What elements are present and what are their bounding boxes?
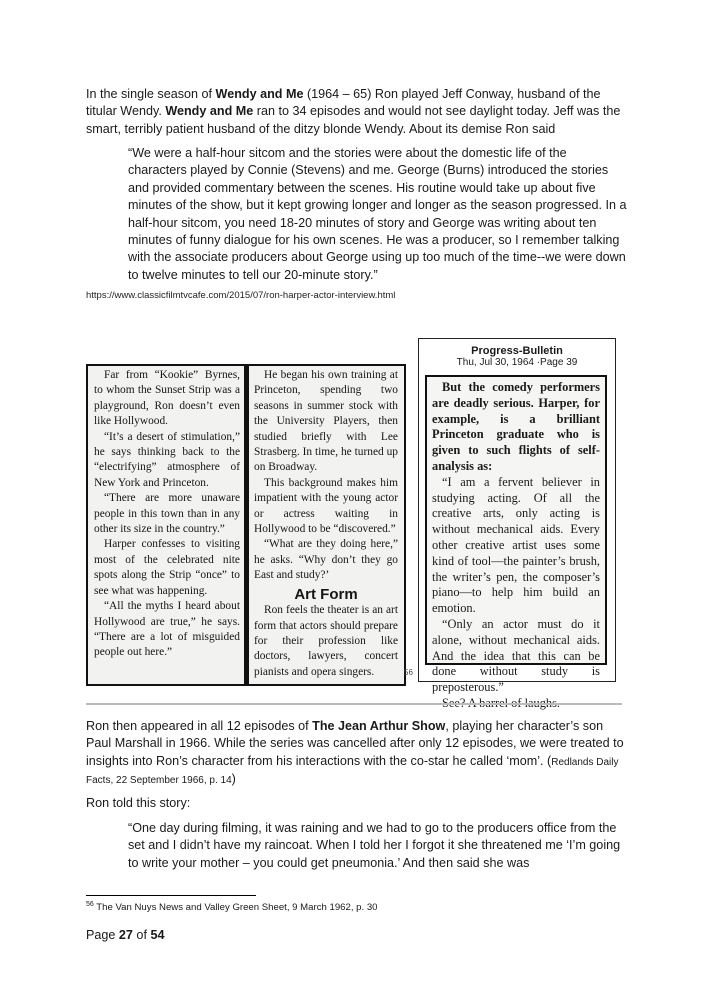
block-quote: “One day during filming, it was raining and we had to go to the producers office from the set and I didn’t have my raincoat. When I told her I forgot it she threatened me ‘I’m going to write your mother – you could get pneumonia.’ And then said she was — [128, 821, 621, 870]
footnote-marker: 56 — [404, 668, 413, 677]
clipping-paragraph: But the comedy performers are deadly serious. Harper, for example, is a brilliant Princeton graduate who is given to such flights of self-analysis as: — [432, 380, 600, 473]
newspaper-clipping — [86, 364, 406, 686]
clipping-paragraph: Harper confesses to visiting most of the celebrated nite spots along the Strip “once” to see what was happening. — [94, 538, 240, 597]
show-title: The Jean Arthur Show — [312, 719, 446, 733]
show-title: Wendy and Me — [215, 87, 304, 101]
clipping-paragraph: “I am a fervent believer in studying acting. Of all the creative arts, only acting is without mechanical aids. Every other creative artist uses some kind of tool—the painter’s brush, the writer’s pen, the composer’s piano—to help him build an emotion. — [432, 474, 600, 616]
jean-arthur-paragraph: Ron then appeared in all 12 episodes of The Jean Arthur Show, playing her character’s son Paul Marshall in 1966. While the series was cancelled after only 12 episodes, we were treated to insights into Ron’s character from his interactions with the co-star he called ‘mom’. (Redlands Daily Facts, 22 September 1966, p. 14) — [86, 719, 624, 787]
clipping-paragraph: He began his own training at Princeton, spending two seasons in summer stock with the University Players, then studied briefly with Lee Strasberg. In time, he turned up on Broadway. — [254, 369, 398, 474]
clipping-column-1 — [90, 368, 244, 682]
publication-date: Thu, Jul 30, 1964 ·Page 39 — [456, 357, 578, 368]
publication-name: Progress-Bulletin — [471, 345, 563, 357]
citation: Redlands Daily Facts, 22 September 1966, p. 14 — [86, 756, 619, 787]
footnote: $^{56}$ The Van Nuys News and Valley Green Sheet, 9 March 1962, p. 30 — [86, 901, 378, 914]
source-url: https://www.classicfilmtvcafe.com/2015/07/ron-harper-actor-interview.html — [86, 290, 396, 301]
clipping-paragraph: “All the myths I heard about Hollywood are true,” he says. “There are a lot of misguided people out here.” — [94, 600, 240, 659]
clipping-paragraph: “It’s a desert of stimulation,” he says thinking back to the “electrifying” atmosphere of New York and Princeton. — [94, 430, 240, 489]
footnote-rule — [86, 895, 256, 896]
newspaper-clipping-progress-bulletin — [418, 338, 616, 695]
clipping-header — [419, 339, 615, 369]
clipping-paragraph: “Only an actor must do it alone, without mechanical aids. And the idea that this can be done without study is preposterous.” — [432, 616, 600, 695]
show-title: Wendy and Me — [165, 104, 254, 119]
clipping-subheading: Art Form — [294, 585, 358, 603]
clipping-paragraph: Far from “Kookie” Byrnes, to whom the Sunset Strip was a playground, Ron doesn’t even like Hollywood. — [94, 369, 240, 428]
block-quote: “We were a half-hour sitcom and the stories were about the domestic life of the characters played by Connie (Stevens) and me. George (Burns) introduced the stories and provided commentary between the scenes. His routine would take up about five minutes of the show, but it kept growing longer and longer as the season progressed. In a half-hour sitcom, you need 18-20 minutes of story and George was writing about ten minutes of funny dialogue for his own scenes. He was a producer, so I remember talking with the associate producers about George using up too much of the time--we were down to twelve minutes to tell our 20-minute story.” — [128, 146, 627, 282]
clipping-body — [425, 375, 607, 695]
clipping-paragraph: “There are more unaware people in this town than in any other its size in the country.” — [94, 492, 240, 536]
page-number: Page 27 of 54 — [86, 928, 165, 942]
footnote-number: 56 — [86, 901, 94, 908]
clipping-paragraph: Ron feels the theater is an art form that actors should prepare for their profession like doctors, lawyers, concert pianists and opera singers. — [254, 604, 398, 678]
intro-paragraph: In the single season of Wendy and Me (1964 – 65) Ron played Jeff Conway, husband of the titular Wendy. Wendy and Me ran to 34 episodes and would not see daylight today. Jeff was the smart, terribly patient husband of the ditzy blonde Wendy. About its demise Ron said — [86, 87, 621, 136]
clipping-column-2 — [250, 368, 402, 682]
story-intro: Ron told this story: — [86, 796, 191, 810]
clipping-paragraph: This background makes him impatient with the young actor or actress waiting in Hollywood to be “discovered.” — [254, 476, 398, 536]
column-divider — [244, 366, 249, 684]
clipping-paragraph: “What are they doing here,” he asks. “Why don’t they go East and study?’ — [254, 538, 398, 582]
section-divider — [86, 703, 622, 705]
